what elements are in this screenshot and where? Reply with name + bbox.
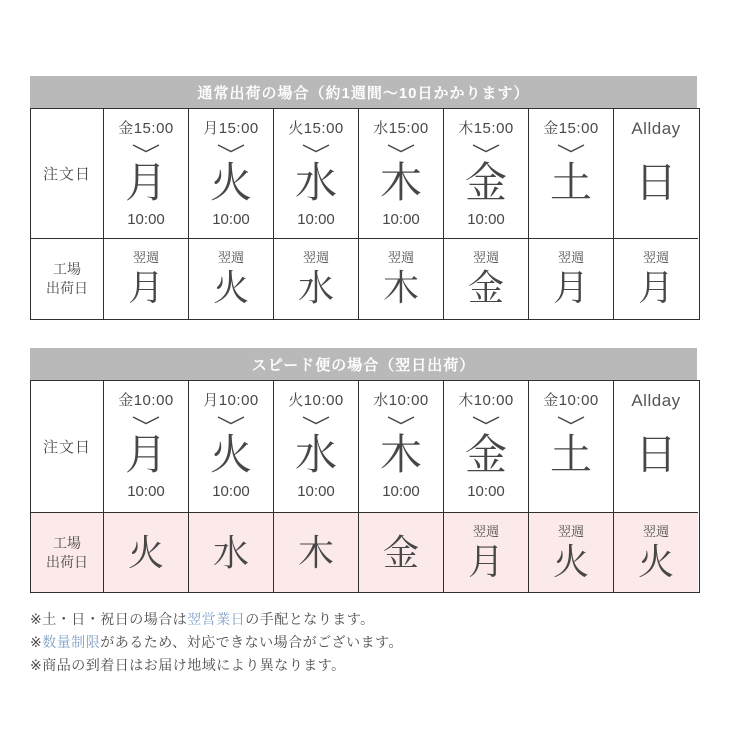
order-time: 10:00 — [297, 211, 335, 228]
ship-cell — [103, 238, 188, 319]
order-day: 水 — [294, 159, 337, 206]
order-time: 10:00 — [212, 483, 250, 500]
footnotes — [30, 608, 700, 677]
order-day: 日 — [634, 159, 677, 206]
ship-day: 月 — [127, 267, 164, 308]
ship-day: 金 — [467, 267, 504, 308]
factory-ship-row-label: 工場 出荷日 — [31, 238, 103, 319]
order-day: 火 — [209, 431, 252, 478]
order-time: 10:00 — [382, 211, 420, 228]
chevron-down-icon — [131, 412, 161, 428]
order-day: 土 — [549, 431, 592, 478]
order-time: 10:00 — [212, 211, 250, 228]
order-date-row-label: 注文日 — [42, 439, 91, 456]
order-cutoff: 金15:00 — [543, 120, 599, 137]
normal-shipping-table — [30, 108, 700, 320]
order-time: 10:00 — [467, 211, 505, 228]
note-quantity-limit: ※数量制限があるため、対応できない場合がございます。 — [30, 634, 404, 650]
order-cell-sun — [613, 109, 698, 238]
note-arrival-date: ※商品の到着日はお届け地域により異なります。 — [30, 657, 346, 673]
order-cell-mon — [103, 381, 188, 512]
ship-cell — [443, 512, 528, 592]
ship-cell — [188, 238, 273, 319]
ship-cell — [358, 238, 443, 319]
speed-shipping-table — [30, 380, 700, 593]
order-cutoff: 木10:00 — [458, 392, 514, 409]
order-cell-wed — [273, 109, 358, 238]
order-time: 10:00 — [297, 483, 335, 500]
order-cell-fri — [443, 109, 528, 238]
chevron-down-icon — [216, 412, 246, 428]
order-time: 10:00 — [127, 211, 165, 228]
order-cutoff: 木15:00 — [458, 120, 514, 137]
ship-cell — [528, 512, 613, 592]
order-cell-sat — [528, 109, 613, 238]
chevron-down-icon — [131, 140, 161, 156]
normal-shipping-title: 通常出荷の場合（約1週間〜10日かかります） — [197, 84, 530, 102]
next-week-label: 翌週 — [472, 250, 499, 265]
chevron-down-icon — [386, 412, 416, 428]
ship-cell — [103, 512, 188, 592]
order-cell-sat — [528, 381, 613, 512]
order-date-row-label: 注文日 — [42, 166, 91, 183]
order-time: 10:00 — [467, 483, 505, 500]
order-cutoff: 水15:00 — [373, 120, 429, 137]
ship-day: 月 — [467, 540, 504, 582]
order-day: 木 — [379, 159, 422, 206]
order-cell-thu — [358, 109, 443, 238]
ship-day: 火 — [637, 540, 674, 582]
ship-cell — [188, 512, 273, 592]
order-day: 水 — [294, 431, 337, 478]
order-time: 10:00 — [127, 483, 165, 500]
order-cell-mon — [103, 109, 188, 238]
order-cell-fri — [443, 381, 528, 512]
order-cell-tue — [188, 381, 273, 512]
ship-cell — [528, 238, 613, 319]
next-week-label: 翌週 — [557, 250, 584, 265]
note-highlight: 翌営業日 — [187, 611, 246, 627]
ship-cell — [358, 512, 443, 592]
next-week-label: 翌週 — [557, 523, 584, 539]
chevron-down-icon — [301, 412, 331, 428]
order-cutoff: Allday — [631, 391, 681, 410]
next-week-label: 翌週 — [642, 250, 669, 265]
order-cutoff: 金15:00 — [118, 120, 174, 137]
order-time: 10:00 — [382, 483, 420, 500]
ship-cell — [613, 512, 698, 592]
next-week-label: 翌週 — [217, 250, 244, 265]
order-cell-sun — [613, 381, 698, 512]
order-day: 月 — [124, 159, 167, 206]
next-week-label: 翌週 — [387, 250, 414, 265]
chevron-down-icon — [386, 140, 416, 156]
next-week-label: 翌週 — [132, 250, 159, 265]
chevron-down-icon — [556, 140, 586, 156]
ship-cell — [273, 512, 358, 592]
order-day: 日 — [634, 431, 677, 478]
order-cutoff: 火10:00 — [288, 392, 344, 409]
speed-shipping-header — [30, 348, 697, 380]
factory-ship-row-label: 工場 出荷日 — [31, 512, 103, 592]
ship-cell — [273, 238, 358, 319]
next-week-label: 翌週 — [472, 523, 499, 539]
note-holidays: ※土・日・祝日の場合は翌営業日の手配となります。 — [30, 611, 375, 627]
order-day: 火 — [209, 159, 252, 206]
ship-day: 水 — [212, 531, 249, 573]
speed-shipping-title: スピード便の場合（翌日出荷） — [251, 356, 476, 374]
chevron-down-icon — [301, 140, 331, 156]
order-day: 金 — [464, 159, 507, 206]
order-cutoff: 月15:00 — [203, 120, 259, 137]
chevron-down-icon — [471, 412, 501, 428]
ship-day: 木 — [297, 531, 334, 573]
ship-day: 月 — [552, 267, 589, 308]
order-cutoff: 火15:00 — [288, 120, 344, 137]
next-week-label: 翌週 — [302, 250, 329, 265]
order-cutoff: 金10:00 — [543, 392, 599, 409]
order-day: 月 — [124, 431, 167, 478]
order-cutoff: 金10:00 — [118, 392, 174, 409]
order-cell-thu — [358, 381, 443, 512]
ship-day: 水 — [297, 267, 334, 308]
ship-day: 火 — [552, 540, 589, 582]
order-day: 土 — [549, 159, 592, 206]
order-cutoff: 月10:00 — [203, 392, 259, 409]
ship-day: 火 — [212, 267, 249, 308]
order-day: 木 — [379, 431, 422, 478]
order-cell-wed — [273, 381, 358, 512]
ship-day: 火 — [127, 531, 164, 573]
ship-day: 金 — [382, 531, 419, 573]
order-cutoff: Allday — [631, 119, 681, 138]
next-week-label: 翌週 — [642, 523, 669, 539]
chevron-down-icon — [216, 140, 246, 156]
ship-day: 木 — [382, 267, 419, 308]
order-cutoff: 水10:00 — [373, 392, 429, 409]
ship-day: 月 — [637, 267, 674, 308]
ship-cell — [613, 238, 698, 319]
chevron-down-icon — [556, 412, 586, 428]
note-highlight: 数量制限 — [42, 634, 101, 650]
normal-shipping-header — [30, 76, 697, 108]
chevron-down-icon — [471, 140, 501, 156]
order-day: 金 — [464, 431, 507, 478]
order-cell-tue — [188, 109, 273, 238]
ship-cell — [443, 238, 528, 319]
